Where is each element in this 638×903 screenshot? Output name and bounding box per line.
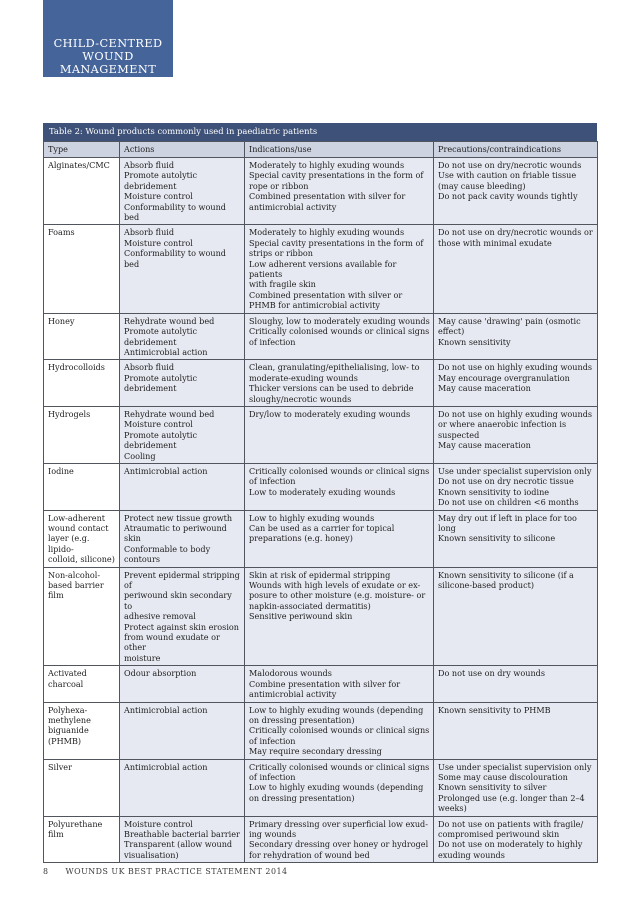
cell-line: Use with caution on friable tissue — [438, 170, 577, 181]
indications-cell — [245, 567, 434, 666]
precautions-cell — [434, 816, 598, 863]
cell-line: Do not use on dry necrotic tissue — [438, 476, 574, 487]
cell-line: Moderately to highly exuding wounds — [249, 227, 405, 238]
cell-line: May cause maceration — [438, 383, 531, 394]
cell-line: Moisture control — [124, 419, 193, 430]
cell-line: of infection — [249, 476, 296, 487]
actions-cell — [120, 759, 245, 816]
cell-line: film — [48, 828, 64, 839]
precautions-cell — [434, 158, 598, 225]
cell-line: moderate-exuding wounds — [249, 372, 358, 383]
cell-line: Conformability to wound — [124, 201, 226, 212]
cell-line: sloughy/necrotic wounds — [249, 393, 352, 404]
page-footer — [43, 867, 288, 876]
cell-line: Critically colonised wounds or clinical signs — [249, 465, 430, 476]
cell-line: Promote autolytic debridement — [124, 429, 198, 451]
cell-line: Known sensitivity — [438, 336, 511, 347]
cell-line: Foams — [48, 227, 75, 238]
table-row — [44, 225, 598, 313]
cell-line: Skin at risk of epidermal stripping — [249, 569, 391, 580]
cell-line: Special cavity presentations in the form of — [249, 237, 424, 248]
table-header-row — [44, 142, 598, 158]
indications-cell — [245, 759, 434, 816]
cell-line: visualisation) — [124, 849, 179, 860]
cell-line: based barrier — [48, 580, 104, 591]
cell-line: Do not use on dry/necrotic wounds or — [438, 227, 593, 238]
cell-line: PHMB for antimicrobial activity — [249, 300, 380, 311]
cell-line: debridement — [124, 383, 177, 394]
cell-line: Hydrocolloids — [48, 362, 105, 373]
cell-line: colloid, silicone) — [48, 554, 115, 565]
cell-line: Prevent epidermal stripping of — [124, 569, 240, 591]
cell-line: May encourage overgranulation — [438, 372, 570, 383]
cell-line: debridement — [124, 336, 177, 347]
table-row — [44, 360, 598, 407]
column-header-actions: Actions — [120, 142, 245, 158]
cell-line: wound contact — [48, 523, 109, 533]
cell-line: Moisture control — [124, 237, 193, 248]
type-cell — [44, 225, 120, 313]
cell-line: Low adherent versions available for patients — [249, 258, 397, 280]
cell-line: Known sensitivity to iodine — [438, 486, 550, 497]
cell-line: on dressing presentation) — [249, 714, 355, 725]
precautions-cell — [434, 567, 598, 666]
column-header-type: Type — [44, 142, 120, 158]
cell-line: Do not use on dry/necrotic wounds — [438, 160, 582, 170]
table-row — [44, 406, 598, 463]
cell-line: Iodine — [48, 465, 74, 476]
actions-cell — [120, 313, 245, 360]
cell-line: Absorb fluid — [124, 160, 175, 170]
cell-line: Secondary dressing over honey or hydrogel — [249, 839, 429, 850]
cell-line: Use under specialist supervision only — [438, 465, 592, 476]
cell-line: Thicker versions can be used to debride — [249, 383, 414, 394]
cell-line: silicone-based product) — [438, 580, 535, 591]
cell-line: bed — [124, 258, 140, 269]
actions-cell — [120, 158, 245, 225]
indications-cell — [245, 463, 434, 510]
cell-line: Do not use on highly exuding wounds — [438, 408, 593, 419]
indications-cell — [245, 406, 434, 463]
cell-line: Use under specialist supervision only — [438, 761, 592, 772]
cell-line: Sensitive periwound skin — [249, 611, 353, 622]
cell-line: biguanide — [48, 725, 89, 736]
cell-line: (PHMB) — [48, 735, 82, 746]
type-cell — [44, 360, 120, 407]
cell-line: Special cavity presentations in the form of — [249, 170, 424, 181]
actions-cell — [120, 510, 245, 567]
cell-line: Low to moderately exuding wounds — [249, 486, 396, 497]
cell-line: Non-alcohol- — [48, 569, 101, 580]
type-cell — [44, 702, 120, 759]
cell-line: Dry/low to moderately exuding wounds — [249, 408, 411, 419]
cell-line: Do not use on dry wounds — [438, 668, 545, 679]
cell-line: Antimicrobial action — [124, 761, 208, 772]
type-cell — [44, 313, 120, 360]
column-header-indications: Indications/use — [245, 142, 434, 158]
cell-line: moisture — [124, 652, 161, 663]
cell-line: methylene — [48, 714, 91, 725]
cell-line: Known sensitivity to silicone — [438, 533, 556, 544]
type-cell — [44, 759, 120, 816]
cell-line: Low to highly exuding wounds — [249, 512, 375, 523]
table-row — [44, 759, 598, 816]
indications-cell — [245, 666, 434, 702]
actions-cell — [120, 360, 245, 407]
precautions-cell — [434, 759, 598, 816]
cell-line: debridement — [124, 180, 177, 191]
cell-line: charcoal — [48, 678, 84, 689]
cell-line: Protect against skin erosion — [124, 621, 239, 632]
cell-line: (may cause bleeding) — [438, 180, 526, 191]
cell-line: antimicrobial activity — [249, 201, 337, 212]
cell-line: Do not use on children <6 months — [438, 497, 579, 508]
type-cell — [44, 567, 120, 666]
cell-line: Promote autolytic — [124, 326, 198, 337]
cell-line: Hydrogels — [48, 408, 91, 419]
actions-cell — [120, 225, 245, 313]
page-number: 8 — [43, 867, 49, 876]
cell-line: Moisture control — [124, 191, 193, 202]
cell-line: Protect new tissue growth — [124, 512, 233, 523]
cell-line: Wounds with high levels of exudate or ex- — [249, 580, 421, 591]
cell-line: Atraumatic to periwound skin — [124, 523, 227, 544]
cell-line: Antimicrobial action — [124, 704, 208, 715]
cell-line: bed — [124, 212, 140, 223]
column-header-precautions: Precautions/contraindications — [434, 142, 598, 158]
publication-name: WOUNDS UK BEST PRACTICE STATEMENT 2014 — [65, 867, 288, 876]
cell-line: Antimicrobial action — [124, 465, 208, 476]
precautions-cell — [434, 360, 598, 407]
type-cell — [44, 158, 120, 225]
wound-products-table — [43, 141, 598, 863]
table-row — [44, 510, 598, 567]
cell-line: Critically colonised wounds or clinical signs — [249, 761, 430, 772]
cell-line: Antimicrobial action — [124, 346, 208, 357]
cell-line: those with minimal exudate — [438, 237, 552, 248]
precautions-cell — [434, 666, 598, 702]
table-row — [44, 816, 598, 863]
indications-cell — [245, 702, 434, 759]
precautions-cell — [434, 702, 598, 759]
section-heading-line: CHILD-CENTRED — [53, 37, 163, 50]
cell-line: of infection — [249, 336, 296, 347]
cell-line: May require secondary dressing — [249, 746, 382, 757]
cell-line: film — [48, 590, 64, 601]
cell-line: Cooling — [124, 450, 156, 461]
cell-line: Honey — [48, 315, 75, 326]
cell-line: May cause 'drawing' pain (osmotic — [438, 315, 581, 326]
cell-line: from wound exudate or other — [124, 632, 220, 653]
cell-line: Breathable bacterial barrier — [124, 828, 240, 839]
section-heading — [43, 0, 173, 77]
cell-line: Rehydrate wound bed — [124, 315, 215, 326]
cell-line: Polyhexa- — [48, 704, 88, 715]
cell-line: Do not pack cavity wounds tightly — [438, 191, 578, 202]
cell-line: Critically colonised wounds or clinical signs — [249, 326, 430, 337]
cell-line: Promote autolytic — [124, 372, 198, 383]
cell-line: adhesive removal — [124, 611, 196, 622]
cell-line: Do not use on highly exuding wounds — [438, 362, 593, 373]
cell-line: Combine presentation with silver for — [249, 678, 401, 689]
cell-line: napkin-associated dermatitis) — [249, 600, 371, 611]
cell-line: Silver — [48, 761, 72, 772]
cell-line: strips or ribbon — [249, 248, 313, 259]
indications-cell — [245, 816, 434, 863]
cell-line: Promote autolytic — [124, 170, 198, 181]
table-title: Table 2: Wound products commonly used in paediatric patients — [43, 123, 597, 141]
cell-line: Clean, granulating/epithelialising, low- to — [249, 362, 420, 373]
cell-line: Known sensitivity to PHMB — [438, 704, 551, 715]
cell-line: effect) — [438, 326, 465, 337]
cell-line: or where anaerobic infection is suspected — [438, 419, 567, 440]
cell-line: posure to other moisture (e.g. moisture- or — [249, 590, 426, 601]
table-row — [44, 666, 598, 702]
cell-line: Absorb fluid — [124, 227, 175, 238]
section-heading-line: WOUND — [82, 50, 134, 63]
cell-line: Absorb fluid — [124, 362, 175, 373]
cell-line: Conformable to body contours — [124, 543, 211, 565]
cell-line: layer (e.g. lipido- — [48, 533, 90, 554]
cell-line: Can be used as a carrier for topical — [249, 523, 395, 533]
table-row — [44, 313, 598, 360]
cell-line: Do not use on patients with fragile/ — [438, 818, 584, 829]
table-row — [44, 158, 598, 225]
cell-line: Conformability to wound — [124, 248, 226, 259]
cell-line: Transparent (allow wound — [124, 839, 233, 850]
actions-cell — [120, 406, 245, 463]
actions-cell — [120, 816, 245, 863]
cell-line: Prolonged use (e.g. longer than 2–4 — [438, 792, 585, 803]
precautions-cell — [434, 406, 598, 463]
indications-cell — [245, 510, 434, 567]
section-heading-line: MANAGEMENT — [59, 63, 157, 76]
table-row — [44, 463, 598, 510]
cell-line: Low to highly exuding wounds (depending — [249, 782, 424, 793]
precautions-cell — [434, 313, 598, 360]
cell-line: May dry out if left in place for too long — [438, 512, 577, 533]
cell-line: Combined presentation with silver or — [249, 289, 403, 300]
cell-line: Polyurethane — [48, 818, 103, 829]
type-cell — [44, 406, 120, 463]
cell-line: Alginates/CMC — [48, 160, 110, 170]
indications-cell — [245, 158, 434, 225]
cell-line: Primary dressing over superficial low exud- — [249, 818, 428, 829]
cell-line: Some may cause discolouration — [438, 771, 568, 782]
precautions-cell — [434, 510, 598, 567]
cell-line: ing wounds — [249, 828, 297, 839]
cell-line: preparations (e.g. honey) — [249, 533, 353, 544]
actions-cell — [120, 463, 245, 510]
cell-line: with fragile skin — [249, 279, 316, 290]
cell-line: Low-adherent — [48, 512, 106, 523]
cell-line: Low to highly exuding wounds (depending — [249, 704, 424, 715]
actions-cell — [120, 666, 245, 702]
cell-line: Known sensitivity to silicone (if a — [438, 569, 574, 580]
cell-line: of infection — [249, 735, 296, 746]
cell-line: antimicrobial activity — [249, 689, 337, 700]
cell-line: Combined presentation with silver for — [249, 191, 406, 202]
wound-products-table-container — [43, 123, 597, 863]
cell-line: Moisture control — [124, 818, 193, 829]
cell-line: on dressing presentation) — [249, 792, 355, 803]
table-row — [44, 702, 598, 759]
type-cell — [44, 463, 120, 510]
cell-line: May cause maceration — [438, 440, 531, 451]
cell-line: Malodorous wounds — [249, 668, 332, 679]
cell-line: exuding wounds — [438, 849, 505, 860]
cell-line: of infection — [249, 771, 296, 782]
cell-line: weeks) — [438, 803, 467, 814]
cell-line: compromised periwound skin — [438, 828, 560, 839]
actions-cell — [120, 567, 245, 666]
actions-cell — [120, 702, 245, 759]
precautions-cell — [434, 463, 598, 510]
cell-line: Rehydrate wound bed — [124, 408, 215, 419]
type-cell — [44, 666, 120, 702]
indications-cell — [245, 225, 434, 313]
cell-line: Sloughy, low to moderately exuding wounds — [249, 315, 430, 326]
precautions-cell — [434, 225, 598, 313]
table-body — [44, 158, 598, 863]
cell-line: Activated — [48, 668, 87, 679]
cell-line: for rehydration of wound bed — [249, 849, 370, 860]
cell-line: rope or ribbon — [249, 180, 309, 191]
cell-line: periwound skin secondary to — [124, 590, 232, 611]
indications-cell — [245, 360, 434, 407]
cell-line: Known sensitivity to silver — [438, 782, 547, 793]
cell-line: Critically colonised wounds or clinical signs — [249, 725, 430, 736]
cell-line: Do not use on moderately to highly — [438, 839, 583, 850]
indications-cell — [245, 313, 434, 360]
cell-line: Moderately to highly exuding wounds — [249, 160, 405, 170]
cell-line: Odour absorption — [124, 668, 197, 679]
type-cell — [44, 510, 120, 567]
table-row — [44, 567, 598, 666]
type-cell — [44, 816, 120, 863]
